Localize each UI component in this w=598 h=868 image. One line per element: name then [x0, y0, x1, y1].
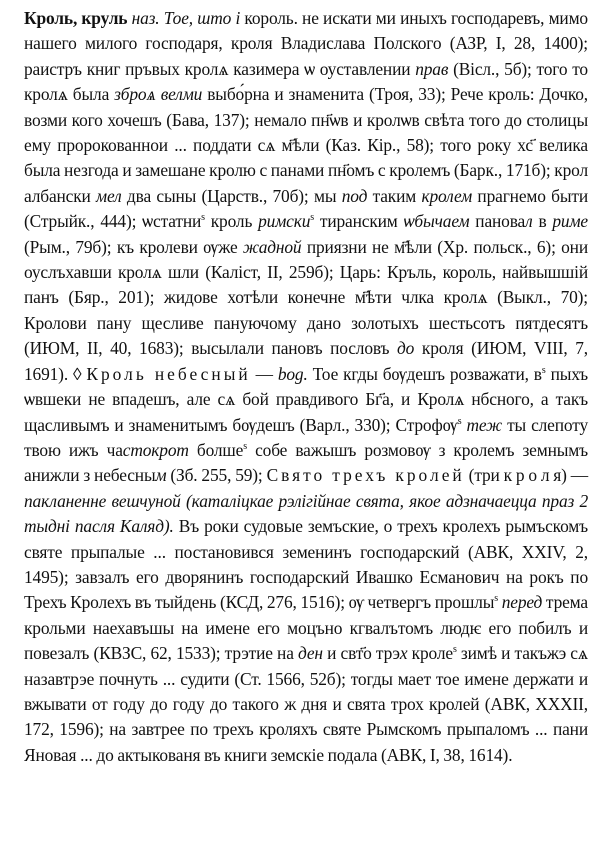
- entry-segment-normal: кроле: [411, 643, 453, 664]
- entry-segment-italic: прав: [410, 58, 454, 79]
- entry-segment-italic: римски: [252, 211, 311, 232]
- entry-segment-italic: пакланенне вешчуной (каталіцкае рэлігійнае свята, якое адзначаецца праз 2 тыдні пасля Каляд).: [24, 490, 588, 537]
- part-of-speech: наз.: [131, 8, 160, 28]
- entry-segment-italic: перед: [498, 592, 546, 613]
- entry-body: [24, 8, 588, 765]
- entry-segment-normal: Тое кгды бѹдешъ розважати, в: [312, 363, 542, 384]
- entry-segment-sup: s: [201, 212, 205, 224]
- entry-segment-italic: х: [399, 643, 412, 664]
- entry-segment-normal: два сыны (Царств., 70б); мы: [126, 185, 337, 206]
- entry-segment-normal: и свт҃о трэ: [327, 643, 400, 664]
- entry-segment-italic: кролем: [416, 185, 478, 206]
- entry-segment-normal: кроль: [204, 211, 253, 232]
- entry-segment-italic: теж: [461, 414, 508, 435]
- entry-segment-italic: до: [389, 338, 422, 359]
- entry-segment-normal: выбо́рна и знаменита (Троя, 33); Рече кроль: Дочко, возми кого хочешъ (Бава, 137); немало пн҃ѡв и кролѡв свѣта того до столицы ему пророкованнои ... поддати сѧ м҃ѣли (Каз. Кір., 58); того року хс҃ велика была незгода и замешане кролю с панами пн҃омъ с кролемъ (Барк., 171б); крол албански: [24, 84, 588, 206]
- entry-segment-normal: таким: [372, 185, 417, 206]
- entry-segment-italic: жадной: [237, 236, 307, 257]
- entry-segment-normal: тиранским: [314, 211, 398, 232]
- entry-segment-sup: s: [494, 593, 499, 605]
- entry-segment-normal: (Зб. 255, 59);: [170, 465, 267, 486]
- entry-segment-sup: s: [541, 364, 546, 376]
- entry-segment-normal: король. не искати ми иныхъ господаревъ, мимо нашего милого господаря, кроля Владислава Полского (АЗР, I, 28, 1400); раистръ книг пръвых кролѧ казимера ѡ оуставлении: [24, 8, 588, 79]
- entry-segment-sup: s: [457, 415, 462, 427]
- headword: Кроль, круль: [24, 8, 128, 28]
- entry-segment-normal: кроля (ИЮМ, VIII, 7, 1691). ◊: [24, 338, 588, 384]
- entry-segment-normal: болше: [196, 439, 244, 460]
- entry-segment-italic: ден: [293, 643, 328, 664]
- entry-segment-sup: s: [310, 212, 314, 224]
- entry-segment-normal: панова: [475, 211, 526, 232]
- entry-segment-normal: ты слепоту твою ижъ ча: [24, 414, 588, 460]
- entry-segment-italic: л: [525, 211, 539, 232]
- entry-segment-normal: трема крольми наехавъшы на имене его моцъно кгвалътомъ людѥ его побилъ и повезалъ (КВЗС, 62, 1533); трэтие на: [24, 592, 588, 664]
- entry-segment-normal: зимѣ и такъжэ сѧ назавтрэе почнуть ... судити (Ст. 1566, 52б); тогды мает тое имене держати и вжывати от году до году до такого ж дня и свята трох кролей (АВК, XXXII, 172, 1596); на завтрее по трехъ кроляхъ святе Рымскомъ прыпаломъ ... пани Яновая ... до актыкованя въ книги земскіе подала (АВК, I, 38, 1614).: [24, 643, 588, 765]
- entry-segment-normal: Въ роки судовые земъские, о трехъ кролехъ рымъскомъ святе прыпалые ... постановився земенинъ господарский (АВК, XXIV, 2, 1495); завзалъ его дворянинъ господарский Ивашко Есманович на рокъ по Трехъ Кролехъ въ тыйдень (КСД, 276, 1516); ѹ четвергъ прошлы: [24, 516, 588, 613]
- entry-segment-normal: прагнемо быти (Стрыйк., 444); ѡстатни: [24, 185, 588, 232]
- entry-segment-italic: стокрот: [122, 439, 197, 460]
- entry-segment-spaced: Кроль небесный: [86, 363, 251, 384]
- entry-segment-normal: (Вісл., 5б); того то кролѧ была: [24, 58, 588, 105]
- entry-segment-normal: приязни не м҃ѣли (Хр. польск., 6); они оуслъхавши кролѧ шли (Каліст, II, 259б); Царь: Кръль, король, найвышшій панъ (Бяр., 201); жидове хотѣли конечне м҃ѣти члка кролѧ (Выкл., 70); Кролови пану щесливе пануючому дано золотыхъ шестьсотъ пятдесятъ (ИЮМ, II, 40, 1683); высылали пановъ пословъ: [24, 236, 588, 359]
- entry-segment-normal: (Рым., 79б); къ кролеви ѹже: [24, 236, 238, 257]
- entry-segment-spaced: Свято трехъ кролей: [266, 465, 465, 486]
- entry-segment-italic: мел: [90, 185, 127, 206]
- entry-segment-italic: под: [336, 185, 373, 206]
- entry-segment-normal: в: [538, 211, 547, 232]
- entry-segment-italic: bog.: [277, 363, 313, 384]
- entry-segment-italic: ѡбычаем: [397, 211, 476, 232]
- definition: Тое, што і: [163, 8, 241, 28]
- entry-segment-italic: м: [155, 465, 171, 486]
- entry-segment-sup: s: [243, 441, 247, 453]
- entry-segment-normal: —: [250, 363, 278, 384]
- dictionary-entry: [24, 6, 588, 768]
- entry-segment-sup: s: [452, 644, 457, 656]
- entry-segment-italic: риме: [546, 211, 588, 232]
- entry-segment-italic: зброѧ велми: [109, 84, 208, 105]
- entry-segment-normal: (три к р о л я) —: [464, 465, 588, 486]
- entry-segment-normal: пыхъ ѡвшеки не впадешъ, але сѧ бой правдивого Бг҃а, и Кролѧ нбсного, а такъ щасливымъ и знаменитымъ бѹдешъ (Варл., 330); Строфѹ: [24, 363, 588, 435]
- entry-segment-normal: собе важышъ розмовѹ з кролемъ земнымъ анижли з небесны: [24, 439, 588, 486]
